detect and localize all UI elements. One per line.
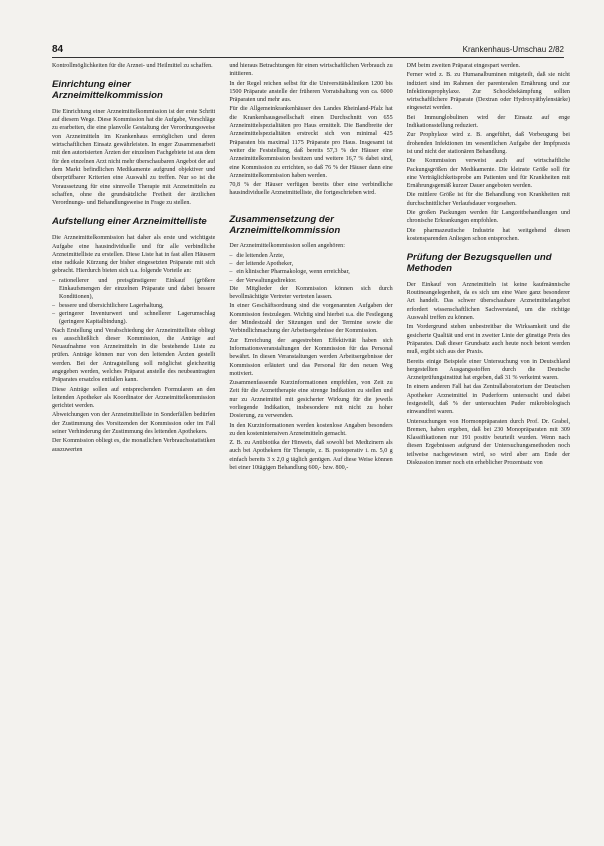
section-heading: Zusammensetzung der Arzneimittelkommission (229, 213, 341, 236)
section-heading: Aufstellung einer Arzneimittelliste (52, 216, 207, 228)
paragraph: und hieraus Betrachtungen für einen wirtschaftlichen Verbrauch zu initiieren. (229, 63, 393, 78)
paragraph: Für die Allgemeinkrankenhäuser des Landes Rheinland-Pfalz hat die Krankenhausgesellschaft einen Durchschnitt von 655 Arzneimittelspezialitäten pro Haus ermittelt. Die Bandbreite der Arzneimittelspezialitäten erstreckt sich von minimal 425 Präparaten bis maximal 1175 Präparate pro Haus. Insgesamt ist weiter die Feststellung, daß bereits 57,3 % der Häuser eine Arzneimittelkommission besitzen und weitere 16,7 % dabei sind, eine Kommission zu errichten, so daß 76 % der Häuser dann eine Arzneimittelkommission haben werden. (229, 106, 393, 179)
column-1 (52, 62, 215, 832)
article-columns (52, 62, 570, 832)
paragraph: Z. B. zu Antibiotika der Hinweis, daß sowohl bei Medizinern als auch bei Apothekern für Therapie, z. B. postoperativ i. m. 5,0 g einfach bereits 3 x 2,0 g täglich genügen. Auf diese Weise können bei einer 10tägigen Behandlung 600,- bzw. 800,- (229, 440, 393, 472)
section-heading: Einrichtung einer Arzneimittelkommission (52, 79, 163, 102)
paragraph: In der Regel reichen selbst für die Universitätskliniken 1200 bis 1500 Präparate anstelle der früheren Vorratshaltung von ca. 6000 Präparaten und mehr aus. (229, 80, 393, 104)
paragraph: In einer Geschäftsordnung sind die vorgenannten Aufgaben der Kommission festzulegen. Wichtig sind hierbei u.a. die Festlegung der Mindestzahl der Sitzungen und der Termine sowie die Verbindlichmachung der Arbeitsergebnisse der Kommission. (229, 303, 393, 335)
paragraph: Kontrollmöglichkeiten für die Arznei- und Heilmittel zu schaffen. (52, 63, 213, 69)
paragraph: Ferner wird z. B. zu Humanalbuminen mitgeteilt, daß sie nicht indiziert sind im Rahmen der parenteralen Ernährung und zur Infektionsprophylaxe. Zur Schockbekämpfung sollten wirtschaftlichere Präparate (Dextran oder Hydroxyäthylenstärke) eingesetzt werden. (406, 72, 570, 112)
paragraph: 70,8 % der Häuser verfügen bereits über eine verbindliche hausindividuelle Arzneimittelliste, die fortgeschrieben wird. (229, 182, 393, 197)
paragraph: Die Arzneimittelkommission hat daher als erste und wichtigste Aufgabe eine hausindividuelle und für alle verbindliche Arzneimittelliste zu erstellen. Diese Liste hat in fast allen Häusern eine radikale Kürzung der bisher eingesetzten Präparate mit sich gebracht. Hierdurch bieten sich u.a. folgende Vorteile an: (52, 235, 216, 275)
list-item: – rationellerer und preisgünstigerer Einkauf (größere Einkaufsmengen der einzelnen Präparate und dabei bessere Konditionen), (52, 277, 215, 302)
members-list (229, 252, 392, 285)
paragraph: Die mittlere Größe ist für die Behandlung von Krankheiten mit durchschnittlicher Verlaufsdauer vorgesehen. (406, 192, 570, 207)
list-item: – der leitende Apotheker, (229, 260, 392, 268)
paragraph: Im Vordergrund stehen unbestreitbar die Wirksamkeit und die gesicherte Qualität und erst in zweiter Linie der günstige Preis des Präparates. Daß dieser Grundsatz auch heute noch betont werden muß, ergibt sich aus der Praxis. (406, 324, 570, 356)
list-item: – geringerer Inventurwert und schnellerer Lagerumschlag (geringere Kapitalbindung). (52, 310, 215, 327)
paragraph: Der Einkauf von Arzneimitteln ist keine kaufmännische Routineangelegenheit, da es sich um eine Ware ganz besonderer Art handelt. Das schwer überschaubare Arzneimittelangebot erfordert wissenschaftlichen Sachverstand, um die richtige Auswahl treffen zu können. (406, 281, 570, 322)
paragraph: Der Kommission obliegt es, die monatlichen Verbrauchsstatistiken auszuwerten (52, 438, 216, 453)
list-item: – bessere und übersichtlichere Lagerhaltung, (52, 302, 215, 310)
paragraph: Zur Erreichung der angestrebten Effektivität haben sich Informationsveranstaltungen der Kommission für das Personal bewährt. In diesen Veranstaltungen werden Arbeitsergebnisse der Kommission erläutert und das Personal für den neuen Weg motiviert. (229, 337, 393, 377)
list-item: – die leitenden Ärzte, (229, 252, 392, 260)
column-2 (229, 62, 392, 832)
paragraph: Der Arzneimittelkommission sollen angehören: (229, 243, 345, 250)
paragraph: DM beim zweiten Präparat eingespart werden. (406, 63, 521, 69)
paragraph: Untersuchungen von Hormonpräparaten durch Prof. Dr. Grabel, Bremen, haben ergeben, daß bei 230 Monopräparaten mit 309 Klassifikationen nur 191 positiv beurteilt wurden. Wenn nach diesen Ergebnissen aufgrund der Untersuchungsmethoden noch teilweise nachgewiesen wird, so wird aber am Ende der Diskussion immer noch ein erheblicher Prozentsatz von (406, 418, 570, 467)
paragraph: Nach Erstellung und Verabschiedung der Arzneimittelliste obliegt es ausschließlich dieser Kommission, die Anträge auf Neuaufnahme von Arzneimitteln in die bestehende Liste zu prüfen. Anträge können nur von den leitenden Ärzten gestellt werden. Bei der Antragstellung soll möglichst gleichzeitig angegeben werden, welches Präparat anstelle des neubeantragten Präparates ersatzlos entfallen kann. (52, 327, 216, 384)
paragraph: In den Kurzinformationen werden kostenlose Angaben besonders zu den kostenintensiven Arzneimitteln gemacht. (229, 422, 393, 437)
paragraph: Die Einrichtung einer Arzneimittelkommission ist der erste Schritt auf diesem Wege. Diese Kommission hat die Aufgabe, Vorschläge zu erarbeiten, die eine planvolle Gestaltung der Verordnungsweise von Arzneimitteln im Krankenhaus ermöglichen und deren wirtschaftlichen Einsatz gewährleisten. In enger Zusammenarbeit mit den autorisierten Ärzten der einzelnen Fachgebiete ist aus dem für den einzelnen Arzt nicht mehr überschaubaren Angebot der auf dem Markt befindlichen Medikamente aufgrund objektiver und überprüfbarer Kriterien eine Auswahl zu treffen. Nur so ist die Voraussetzung für eine sinnvolle Therapie mit Arzneimitteln zu schaffen, ohne die grundsätzliche Freiheit der ärztlichen Verordnungs- und Behandlungsweise in Frage zu stellen. (52, 108, 216, 207)
page-header (52, 44, 564, 58)
paragraph: Zusammenfassende Kurzinformationen empfehlen, von Zeit zu Zeit für die Arzneitherapie eine strenge Indikation zu stellen und nur zu Arzneimittel mit gesicherter Wirkung für die jeweils vorliegende Indikation, insbesondere mit nicht zu hoher Dosierung, zu verwenden. (229, 380, 393, 420)
paragraph: Abweichungen von der Arzneimittelliste in Sonderfällen bedürfen der Zustimmung des Vorsitzenden der Kommission oder im Fall seiner Verhinderung der Zustimmung des leitenden Apothekers. (52, 412, 216, 436)
advantages-list (52, 277, 215, 327)
section-heading: Prüfung der Bezugsquellen und Methoden (406, 252, 552, 275)
spacer (229, 199, 392, 205)
paragraph: Bei Immunglobulinen wird der Einsatz auf enge Indikationsstellung reduziert. (406, 114, 570, 130)
paragraph: Die Mitglieder der Kommission können sich durch bevollmächtigte Vertreter vertreten lassen. (229, 285, 393, 301)
column-3 (407, 62, 570, 832)
list-item: – ein klinischer Pharmakologe, wenn erreichbar, (229, 268, 392, 276)
paragraph: Die Kommission verweist auch auf wirtschaftliche Packungsgrößen der Medikamente. Die kleinste Größe soll für eine Verträglichkeitsprobe am Patienten und für Krankheiten mit Ernährungsgemäß kurzer Dauer angeboten werden. (406, 158, 570, 190)
paragraph: Bereits einige Beispiele einer Untersuchung von in Deutschland hergestellten Ausgangsstoffen durch die Deutsche Arzneiprüfungsinstitut hat ergeben, daß 31 % verkeimt waren. (406, 358, 570, 382)
paragraph: Die pharmazeutische Industrie hat weitgehend diesen kostensparenden Anliegen schon entsprochen. (406, 227, 570, 242)
paragraph: Zur Prophylaxe wird z. B. angeführt, daß Vorbeugung bei drohenden Infektionen im wesentlichen Aufgabe der Impfpraxis ist und nicht der stationären Behandlung. (406, 132, 570, 155)
list-item: – der Verwaltungsdirektor. (229, 277, 392, 285)
page-number: 84 (52, 44, 64, 55)
journal-title: Krankenhaus-Umschau 2/82 (462, 45, 564, 54)
paragraph: Diese Anträge sollen auf entsprechenden Formularen an den leitenden Apotheker als Koordinator der Arzneimittelkommission gerichtet werden. (52, 386, 216, 410)
paragraph: Die großen Packungen werden für Langzeitbehandlungen und chronische Erkrankungen empfohlen. (406, 210, 570, 225)
paragraph: In einem anderen Fall hat das Zentrallaboratorium der Deutschen Apotheker Arzneimittel in Puderform untersucht und dabei festgestellt, daß % der untersuchten Puder mikrobiologisch einwandfrei waren. (406, 384, 570, 416)
